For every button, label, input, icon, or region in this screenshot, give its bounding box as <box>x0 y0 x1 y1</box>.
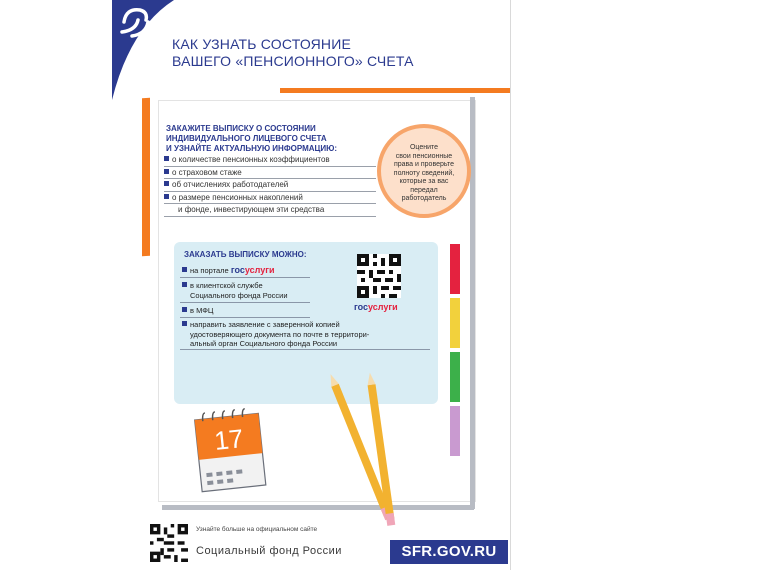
order-heading: ЗАКАЗАТЬ ВЫПИСКУ МОЖНО: <box>184 250 307 259</box>
sheet-bottom-edge <box>162 505 474 510</box>
info-list <box>164 154 376 217</box>
organization-name: Социальный фонд России <box>196 545 342 557</box>
section-heading: ЗАКАЖИТЕ ВЫПИСКУ О СОСТОЯНИИ ИНДИВИДУАЛЬНОГО ЛИЦЕВОГО СЧЕТА И УЗНАЙТЕ АКТУАЛЬНУЮ ИНФОРМАЦИЮ: <box>166 124 338 153</box>
tab-red <box>450 244 460 294</box>
sheet-edge <box>470 97 475 509</box>
order-option-client-service: в клиентской службе Социального фонда России <box>182 281 288 300</box>
order-option-post: направить заявление с заверенной копией удостоверяющего документа по почте в территори- альный орган Социального фонда России <box>182 320 369 349</box>
list-item: об отчислениях работодателей <box>164 179 376 192</box>
orange-accent-bar <box>142 98 150 257</box>
pencil-icon <box>356 372 406 532</box>
bullet-icon <box>164 194 169 199</box>
calendar-day: 17 <box>212 423 245 457</box>
order-option-mfc: в МФЦ <box>182 306 213 316</box>
bullet-icon <box>182 267 187 272</box>
gosuslugi-logo-text: госуслуги <box>354 302 398 312</box>
bullet-icon <box>164 181 169 186</box>
divider <box>180 317 310 318</box>
gosuslugi-qr-code <box>357 254 401 298</box>
bullet-icon <box>164 169 169 174</box>
calendar-icon <box>190 404 280 496</box>
tab-yellow <box>450 298 460 348</box>
title-underline <box>280 88 510 93</box>
tab-purple <box>450 406 460 456</box>
list-item: и фонде, инвестирующем эти средства <box>164 204 376 217</box>
bullet-icon <box>164 156 169 161</box>
tab-green <box>450 352 460 402</box>
divider <box>180 349 430 350</box>
page-title: КАК УЗНАТЬ СОСТОЯНИЕ ВАШЕГО «ПЕНСИОННОГО» СЧЕТА <box>172 36 414 69</box>
divider <box>180 302 310 303</box>
list-item: о размере пенсионных накоплений <box>164 192 376 205</box>
sfr-logo-corner <box>112 0 174 100</box>
callout-circle: Оцените свои пенсионные права и проверьте полноту сведений, которые за вас передал работодатель <box>377 124 471 218</box>
bullet-icon <box>182 307 187 312</box>
list-item: о количестве пенсионных коэффициентов <box>164 154 376 167</box>
sfr-qr-code <box>150 524 188 562</box>
page-divider <box>510 0 511 570</box>
bullet-icon <box>182 321 187 326</box>
divider <box>180 277 310 278</box>
poster <box>112 0 510 570</box>
order-option-portal: на портале госуслуги <box>182 266 275 276</box>
list-item: о страховом стаже <box>164 167 376 180</box>
footer-note: Узнайте больше на официальном сайте <box>196 526 318 533</box>
bullet-icon <box>182 282 187 287</box>
website-link[interactable]: SFR.GOV.RU <box>390 540 508 564</box>
